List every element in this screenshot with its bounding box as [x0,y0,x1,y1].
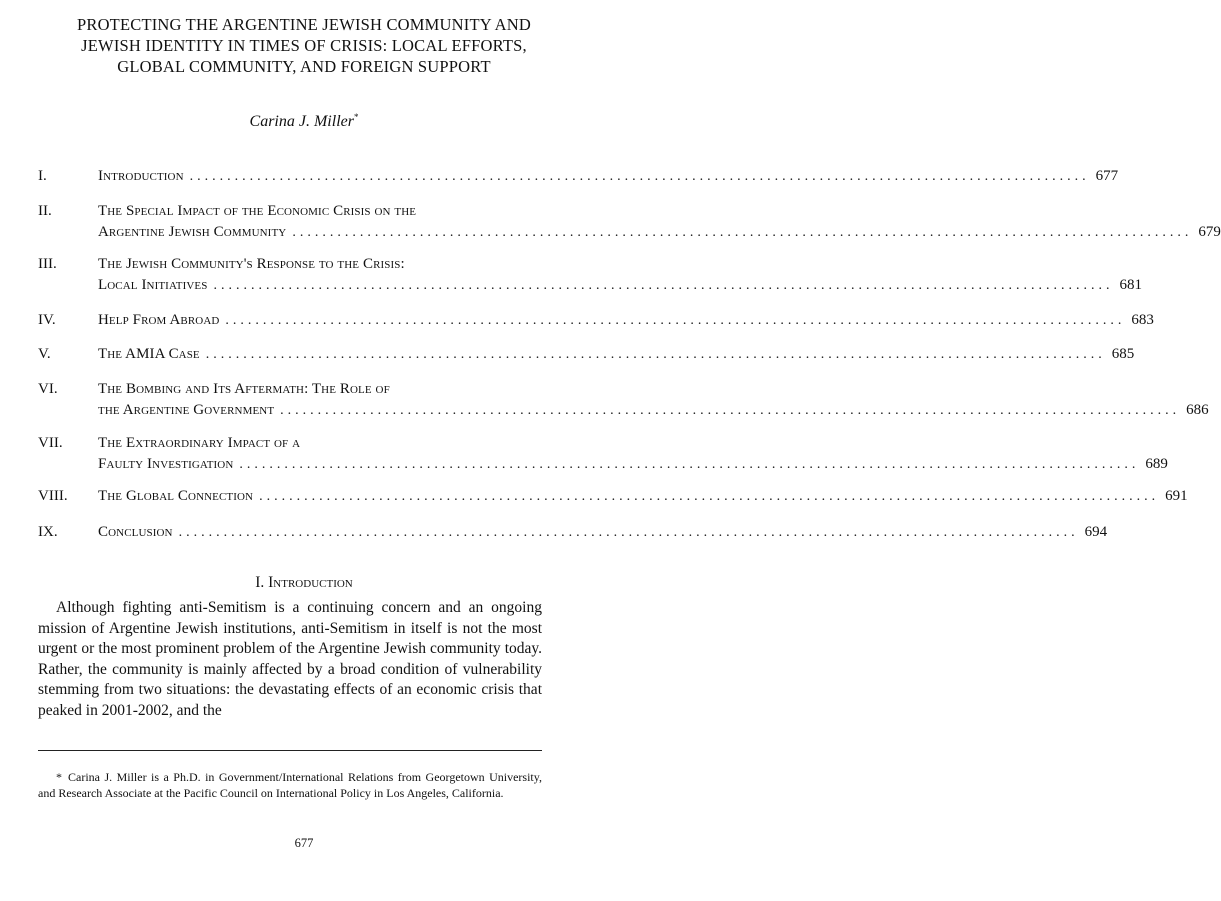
toc-leader-dots: ........................................................................................................................ [292,225,1193,240]
toc-entry-page: 694 [1084,524,1108,540]
author-footnote-marker: * [353,112,359,122]
toc-leader-dots: ........................................................................................................................ [205,347,1106,362]
toc-entry-page: 681 [1119,277,1142,293]
toc-entry-number: VII. [38,435,63,451]
toc-entry-title: the Argentine Government [98,402,275,418]
toc-entry-title: Local Initiatives [98,277,208,293]
toc-leader-dots: ........................................................................................................................ [225,313,1126,328]
toc-entry-page: 677 [1095,168,1119,184]
toc-leader-dots: ........................................................................................................................ [259,489,1160,504]
title-line: GLOBAL COMMUNITY, AND FOREIGN SUPPORT [117,57,491,76]
footnote-marker: * [56,770,62,784]
toc-entry-title: Argentine Jewish Community [98,224,287,240]
toc-entry-page: 689 [1145,456,1168,472]
toc-entry-number: IX. [38,524,58,540]
toc-entry [38,433,1168,475]
title-line: PROTECTING THE ARGENTINE JEWISH COMMUNITY AND [76,15,532,34]
footnote-divider [38,750,542,751]
author-name: Carina J. Miller [249,113,354,130]
toc-entry-title: The Jewish Community's Response to the Crisis: [98,256,405,272]
toc-entry-title: The Bombing and Its Aftermath: The Role of [98,381,390,397]
toc-entry-title: The Extraordinary Impact of a [98,435,301,451]
toc-entry-title: The Special Impact of the Economic Crisis on the [98,203,417,219]
toc-entry [38,166,1119,187]
toc-leader-dots: ........................................................................................................................ [178,525,1079,540]
toc-entry-page: 686 [1186,402,1209,418]
toc-entry [38,522,1108,543]
toc-entry-number: V. [38,346,51,362]
toc-leader-dots: ........................................................................................................................ [189,169,1090,184]
toc-leader-dots: ........................................................................................................................ [280,403,1181,418]
toc-entry-title: Conclusion [98,524,173,540]
toc-entry [38,254,1142,296]
toc-entry-title: Faulty Investigation [98,456,234,472]
footnote-text: Carina J. Miller is a Ph.D. in Government/International Relations from Georgetown University, and Research Associate at the Pacific Council on International Policy in Los Angeles, California. [38,770,542,800]
toc-entry-number: II. [38,203,52,219]
toc-entry-number: VI. [38,381,58,397]
title-line: JEWISH IDENTITY IN TIMES OF CRISIS: LOCAL EFFORTS, [81,36,527,55]
toc-entry [38,379,1209,421]
toc-entry-title: Help From Abroad [98,312,220,328]
toc-entry-page: 691 [1165,488,1188,504]
toc-entry [38,310,1154,331]
footnote [38,769,542,801]
toc-entry [38,201,1221,243]
toc-entry-number: VIII. [38,488,68,504]
toc-entry-title: The AMIA Case [98,346,200,362]
toc-entry-title: The Global Connection [98,488,254,504]
toc-entry-number: IV. [38,312,56,328]
toc-leader-dots: ........................................................................................................................ [213,278,1114,293]
toc-entry-number: III. [38,256,57,272]
toc-leader-dots: ........................................................................................................................ [239,457,1140,472]
toc-entry-page: 685 [1111,346,1135,362]
toc-entry-number: I. [38,168,47,184]
toc-entry [38,344,1135,365]
toc-entry-page: 679 [1198,224,1221,240]
toc-entry-page: 683 [1131,312,1154,328]
page-number: 677 [294,836,314,850]
toc-entry-title: Introduction [98,168,184,184]
section-heading: I. Introduction [255,574,353,591]
toc-entry [38,486,1188,507]
body-paragraph: Although fighting anti-Semitism is a continuing concern and an ongoing mission of Argentine Jewish institutions, anti-Semitism in itself is not the most urgent or the most prominent problem of the Argentine Jewish community today. Rather, the community is mainly affected by a broad condition of vulnerability stemming from two situations: the devastating effects of an economic crisis that peaked in 2001-2002, and the [38,599,542,719]
